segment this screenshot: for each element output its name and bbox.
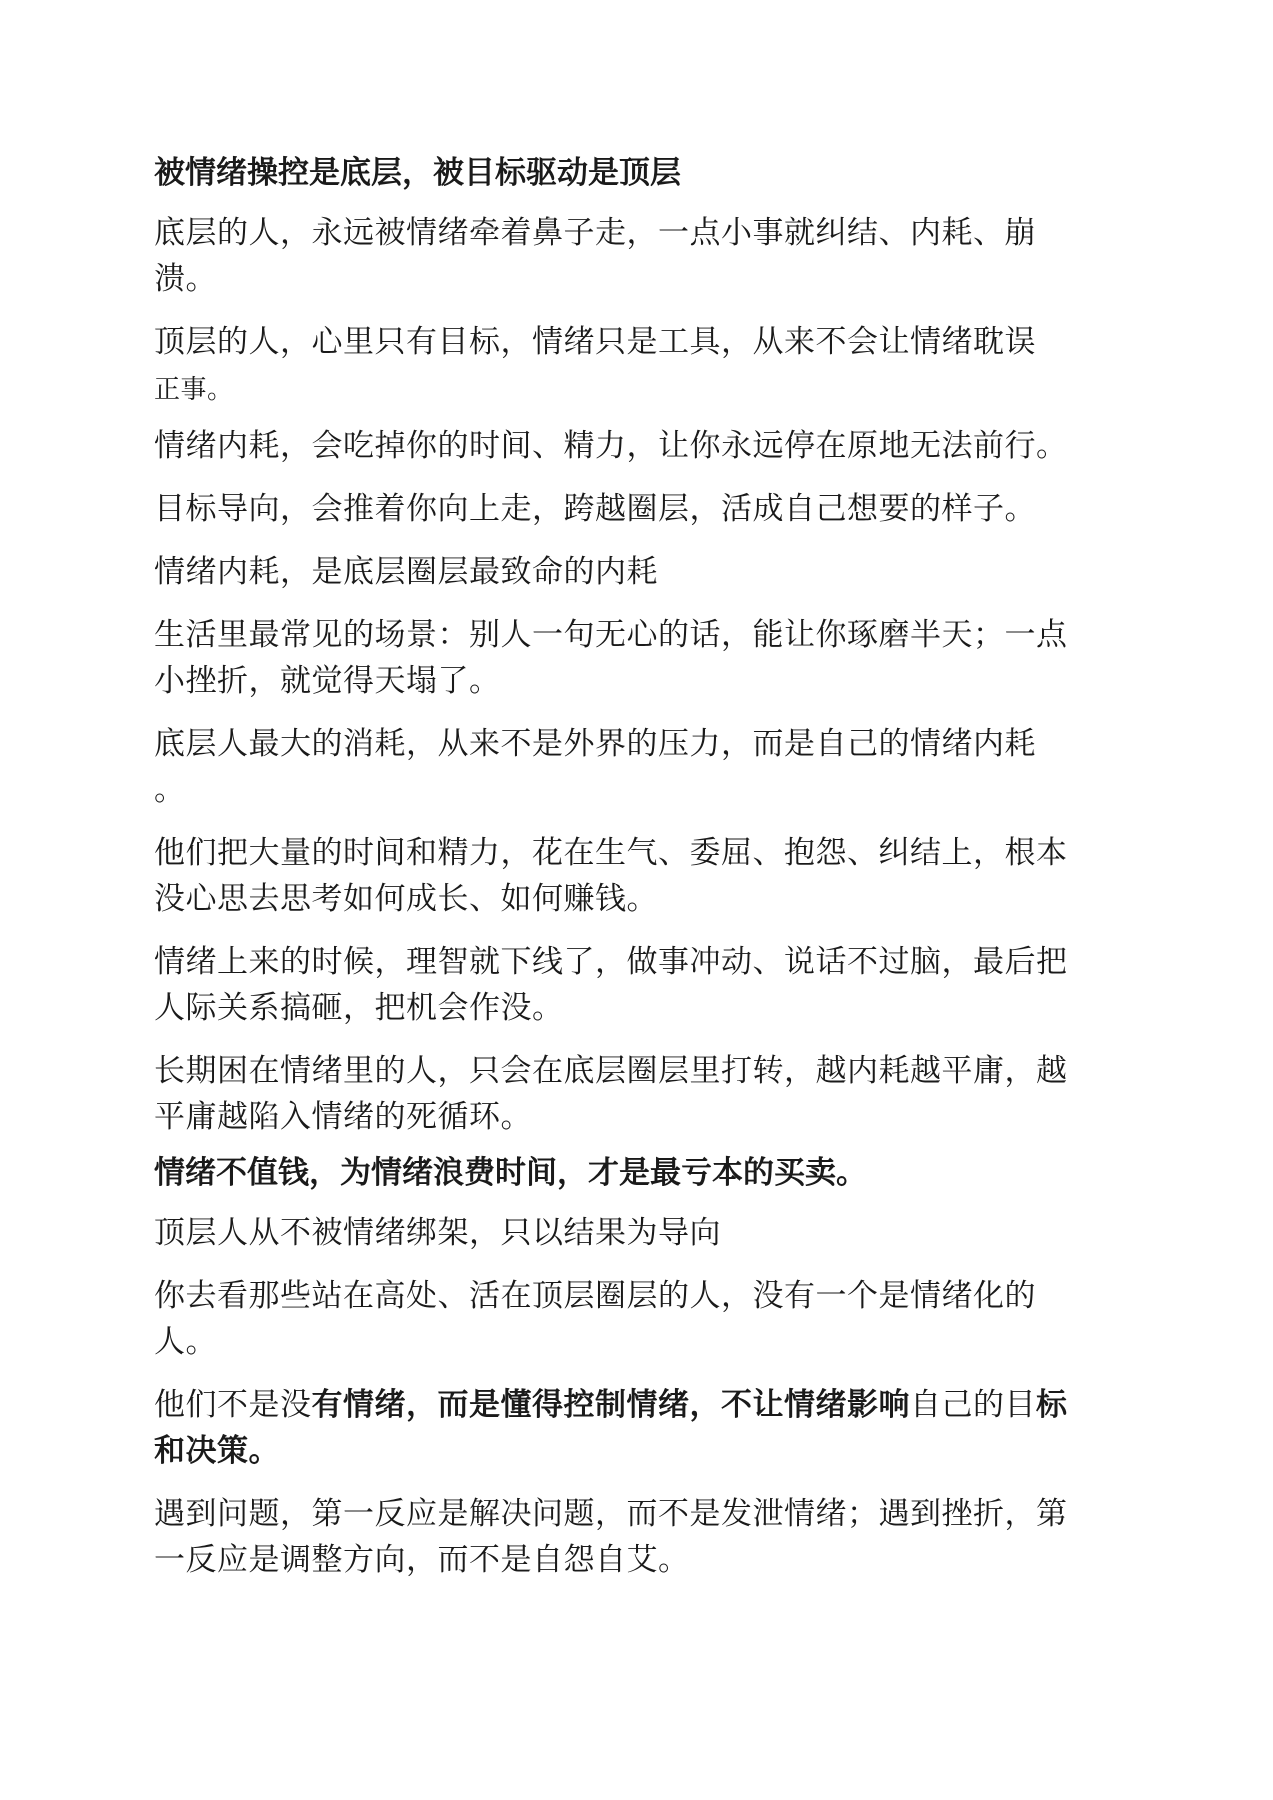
paragraph: 长期困在情绪里的人，只会在底层圈层里打转，越内耗越平庸，越平庸越陷入情绪的死循环。 <box>154 1053 1068 1135</box>
mixed-text: 他们不是没 <box>154 1387 312 1423</box>
paragraph: 你去看那些站在高处、活在顶层圈层的人，没有一个是情绪化的人。 <box>154 1278 1036 1360</box>
paragraph: 情绪内耗，会吃掉你的时间、精力，让你永远停在原地无法前行。 <box>154 428 1068 464</box>
section-heading: 顶层人从不被情绪绑架，只以结果为导向 <box>154 1215 721 1251</box>
paragraph-line: 底层人最大的消耗，从来不是外界的压力，而是自己的情绪内耗 <box>154 726 1036 762</box>
section-heading: 情绪内耗，是底层圈层最致命的内耗 <box>154 554 658 590</box>
mixed-bold-text: 有情绪，而是懂得控制情绪，不让情绪影响 <box>311 1387 910 1423</box>
paragraph: 情绪上来的时候，理智就下线了，做事冲动、说话不过脑，最后把人际关系搞砸，把机会作没。 <box>154 944 1068 1026</box>
paragraph <box>154 721 1089 813</box>
bold-line: 情绪不值钱，为情绪浪费时间，才是最亏本的买卖。 <box>154 1155 867 1191</box>
paragraph-line: 。 <box>154 772 186 808</box>
paragraph: 底层的人，永远被情绪牵着鼻子走，一点小事就纠结、内耗、崩溃。 <box>154 215 1036 297</box>
mixed-paragraph <box>154 1382 1089 1474</box>
document-title: 被情绪操控是底层，被目标驱动是顶层 <box>154 155 681 191</box>
document-body <box>154 150 1089 1600</box>
paragraph: 目标导向，会推着你向上走，跨越圈层，活成自己想要的样子。 <box>154 491 1036 527</box>
paragraph-line: 顶层的人，心里只有目标，情绪只是工具，从来不会让情绪耽误 <box>154 324 1036 360</box>
paragraph: 他们把大量的时间和精力，花在生气、委屈、抱怨、纠结上，根本没心思去思考如何成长、如何赚钱。 <box>154 835 1068 917</box>
mixed-bold-text: 标和决策。 <box>154 1387 1068 1469</box>
mixed-text: 自己的目 <box>910 1387 1036 1423</box>
paragraph <box>154 319 1089 413</box>
paragraph: 遇到问题，第一反应是解决问题，而不是发泄情绪；遇到挫折，第一反应是调整方向，而不是自怨自艾。 <box>154 1496 1068 1578</box>
paragraph-line: 正事。 <box>154 375 234 405</box>
paragraph: 生活里最常见的场景：别人一句无心的话，能让你琢磨半天；一点小挫折，就觉得天塌了。 <box>154 617 1068 699</box>
